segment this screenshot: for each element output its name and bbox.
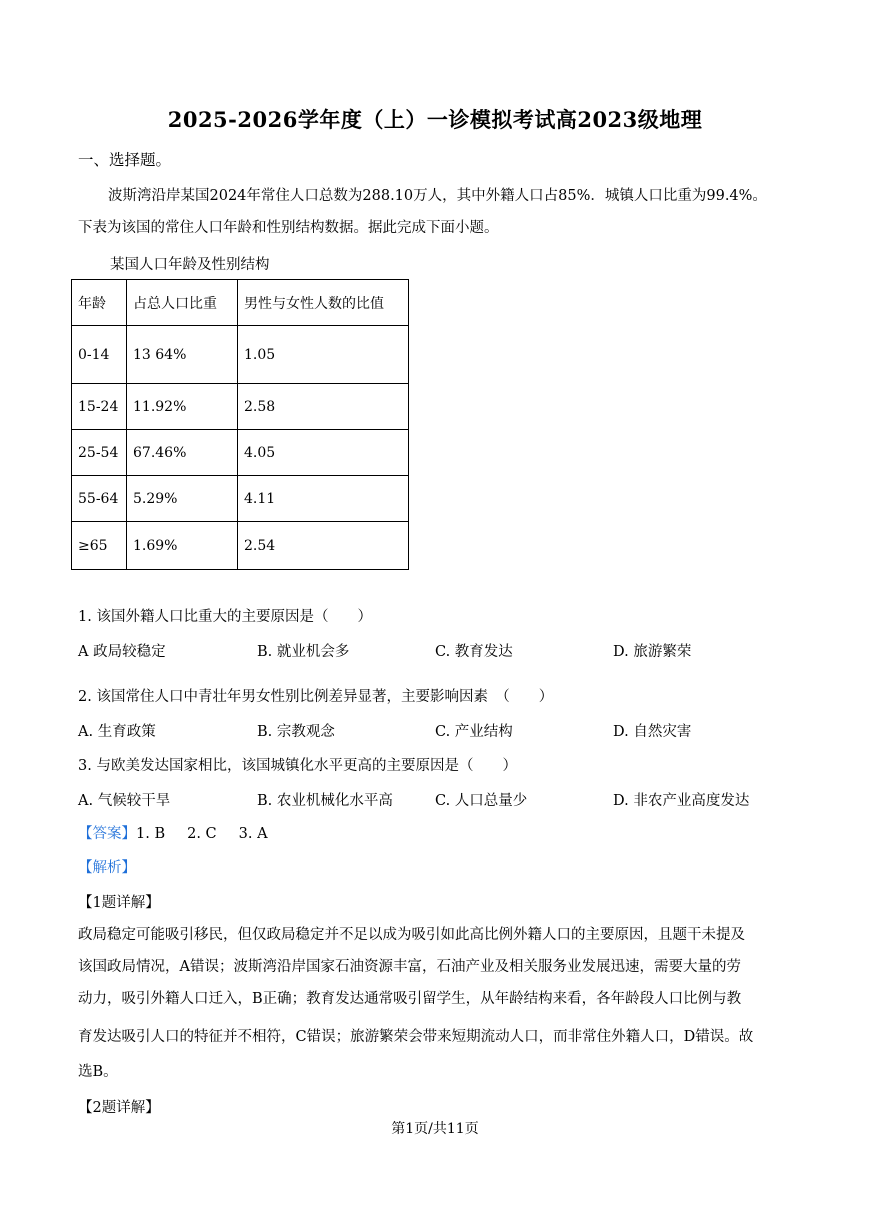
option-c[interactable]: C. 教育发达 bbox=[435, 644, 513, 660]
answer-3: 3. A bbox=[238, 826, 268, 842]
answer-label: 【答案】 bbox=[78, 826, 136, 842]
table-header-row bbox=[72, 280, 409, 326]
table-cell: 1.05 bbox=[238, 326, 409, 384]
table-cell: ≥65 bbox=[72, 522, 127, 570]
answer-1: 1. B bbox=[136, 826, 166, 842]
table-cell: 13 64% bbox=[127, 326, 238, 384]
answer-2: 2. C bbox=[187, 826, 217, 842]
table-row bbox=[72, 476, 409, 522]
table-cell: 4.11 bbox=[238, 476, 409, 522]
table-row bbox=[72, 326, 409, 384]
detail-2-label: 【2题详解】 bbox=[78, 1100, 160, 1116]
table-cell: 67.46% bbox=[127, 430, 238, 476]
table-header-cell: 男性与女性人数的比值 bbox=[238, 280, 409, 326]
table-caption: 某国人口年龄及性别结构 bbox=[110, 257, 270, 273]
question-1-stem: 1. 该国外籍人口比重大的主要原因是（ ） bbox=[78, 609, 372, 625]
question-3-stem: 3. 与欧美发达国家相比，该国城镇化水平更高的主要原因是（ ） bbox=[78, 758, 517, 774]
detail-1-line: 动力，吸引外籍人口迁入，B正确；教育发达通常吸引留学生，从年龄结构来看，各年龄段人口比例与教 bbox=[78, 991, 742, 1007]
table-row bbox=[72, 522, 409, 570]
page-title: 2025-2026学年度（上）一诊模拟考试高2023级地理 bbox=[167, 107, 703, 132]
table-cell: 25-54 bbox=[72, 430, 127, 476]
table-cell: 11.92% bbox=[127, 384, 238, 430]
table-cell: 5.29% bbox=[127, 476, 238, 522]
option-b[interactable]: B. 宗教观念 bbox=[257, 724, 335, 740]
question-1-options bbox=[78, 640, 798, 660]
population-table bbox=[71, 279, 409, 570]
table-cell: 2.58 bbox=[238, 384, 409, 430]
section-title: 一、选择题。 bbox=[78, 151, 172, 169]
table-cell: 2.54 bbox=[238, 522, 409, 570]
page-footer: 第1页/共11页 bbox=[391, 1121, 479, 1137]
question-2-options bbox=[78, 720, 798, 740]
intro-line-2: 下表为该国的常住人口年龄和性别结构数据。据此完成下面小题。 bbox=[78, 220, 499, 236]
option-d[interactable]: D. 自然灾害 bbox=[613, 724, 692, 740]
table-row bbox=[72, 384, 409, 430]
option-c[interactable]: C. 产业结构 bbox=[435, 724, 513, 740]
analysis-label: 【解析】 bbox=[78, 860, 136, 876]
table-cell: 15-24 bbox=[72, 384, 127, 430]
answer-line bbox=[78, 822, 290, 843]
table-cell: 0-14 bbox=[72, 326, 127, 384]
option-a[interactable]: A. 气候较干旱 bbox=[78, 793, 171, 809]
detail-1-line: 育发达吸引人口的特征并不相符，C错误；旅游繁荣会带来短期流动人口，而非常住外籍人口，D错误。故 bbox=[78, 1029, 754, 1045]
table-header-cell: 年龄 bbox=[72, 280, 127, 326]
option-a[interactable]: A 政局较稳定 bbox=[78, 644, 166, 660]
detail-1-line: 政局稳定可能吸引移民，但仅政局稳定并不足以成为吸引如此高比例外籍人口的主要原因，且题干未提及 bbox=[78, 927, 745, 943]
detail-1-label: 【1题详解】 bbox=[78, 895, 160, 911]
question-2-stem: 2. 该国常住人口中青壮年男女性别比例差异显著，主要影响因素 （ ） bbox=[78, 689, 554, 705]
table-cell: 1.69% bbox=[127, 522, 238, 570]
question-3-options bbox=[78, 789, 798, 809]
detail-1-line: 选B。 bbox=[78, 1064, 118, 1080]
option-b[interactable]: B. 农业机械化水平高 bbox=[257, 793, 393, 809]
option-c[interactable]: C. 人口总量少 bbox=[435, 793, 528, 809]
table-row bbox=[72, 430, 409, 476]
intro-line-1: 波斯湾沿岸某国2024年常住人口总数为288.10万人，其中外籍人口占85%．城镇人口比重为99.4%。 bbox=[108, 188, 767, 204]
detail-1-line: 该国政局情况，A错误；波斯湾沿岸国家石油资源丰富，石油产业及相关服务业发展迅速，需要大量的劳 bbox=[78, 959, 741, 975]
option-d[interactable]: D. 旅游繁荣 bbox=[613, 644, 692, 660]
table-cell: 4.05 bbox=[238, 430, 409, 476]
option-a[interactable]: A. 生育政策 bbox=[78, 724, 156, 740]
option-d[interactable]: D. 非农产业高度发达 bbox=[613, 793, 750, 809]
table-cell: 55-64 bbox=[72, 476, 127, 522]
table-header-cell: 占总人口比重 bbox=[127, 280, 238, 326]
option-b[interactable]: B. 就业机会多 bbox=[257, 644, 350, 660]
